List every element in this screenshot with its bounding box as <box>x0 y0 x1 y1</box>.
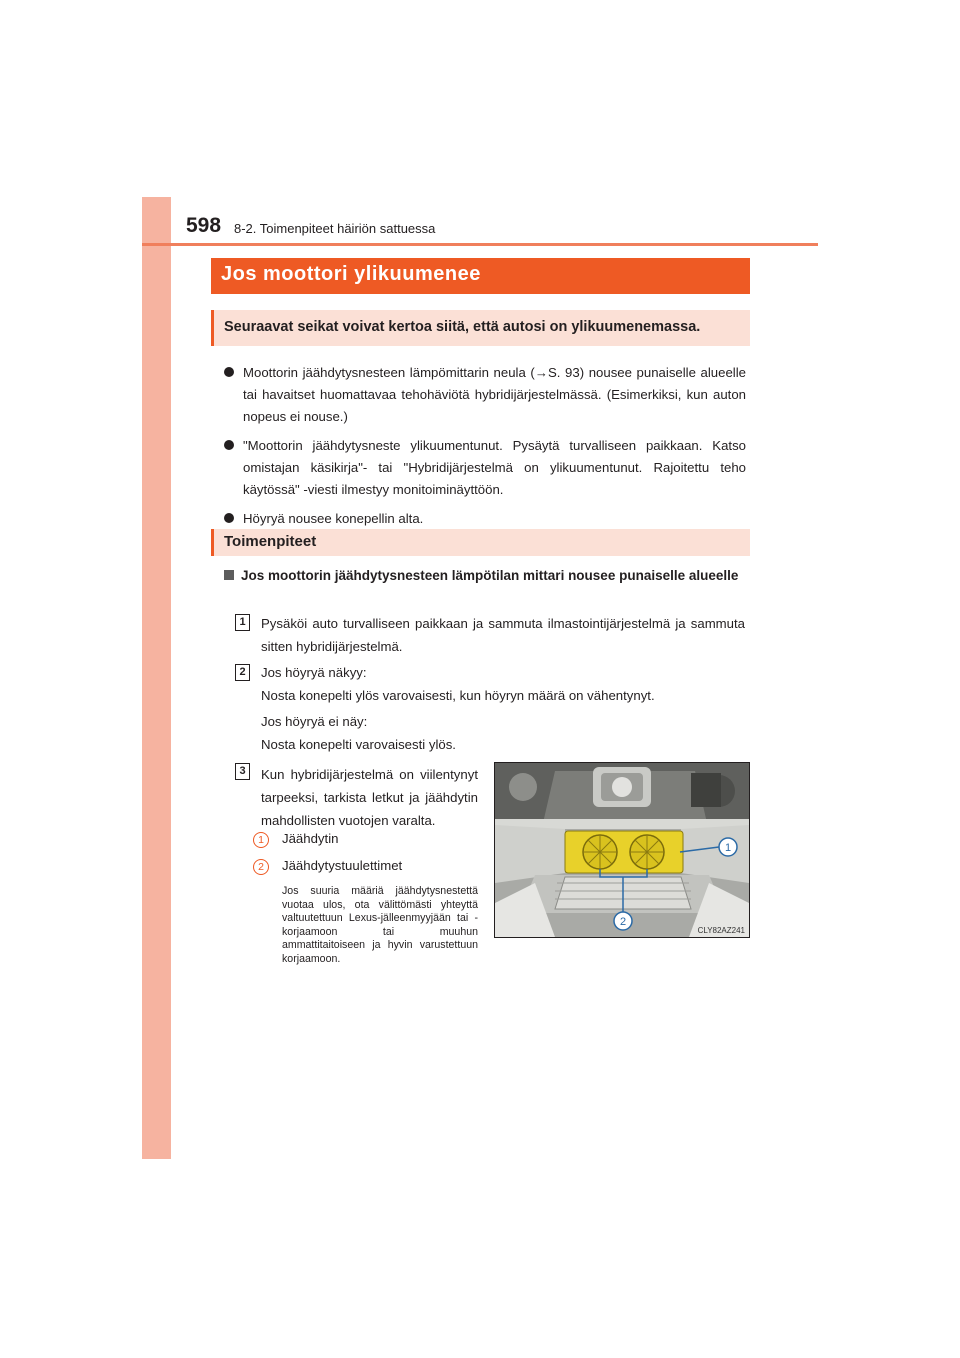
subsection-title: Toimenpiteet <box>224 533 317 550</box>
step-number-2: 2 <box>235 664 250 681</box>
list-item <box>224 435 746 501</box>
bullet-dot-icon <box>224 440 234 450</box>
step-1-text: Pysäköi auto turvalliseen paikkaan ja sammuta ilmastointijärjestelmä ja sammuta sitten hybridijärjestelmä. <box>261 616 745 654</box>
list-item-text: Höyryä nousee konepellin alta. <box>243 511 424 526</box>
condition-heading <box>224 564 746 587</box>
section-title-bar <box>211 258 750 294</box>
page-number: 598 <box>186 214 222 237</box>
step-2-line-4: Nosta konepelti varovaisesti ylös. <box>261 737 456 752</box>
list-item <box>224 362 746 428</box>
condition-text: Jos moottorin jäähdytysnesteen lämpötilan mittari nousee punaiselle alueelle <box>241 568 739 583</box>
callout-label-1: 1 <box>724 842 732 854</box>
legend-number-1: 1 <box>253 832 269 848</box>
engine-bay-drawing <box>495 763 749 937</box>
list-item <box>224 508 746 530</box>
step-2-line-2: Nosta konepelti ylös varovaisesti, kun höyryn määrä on vähentynyt. <box>261 688 655 703</box>
step-3-text: Kun hybridijärjestelmä on viilentynyt tarpeeksi, tarkista letkut ja jäähdytin mahdollisten vuotojen varalta. <box>261 767 478 828</box>
step-number-3: 3 <box>235 763 250 780</box>
legend-number-2: 2 <box>253 859 269 875</box>
bullet-dot-icon <box>224 513 234 523</box>
step-2-line-3: Jos höyryä ei näy: <box>261 714 368 729</box>
warning-note: Jos suuria määriä jäähdytysnestettä vuotaa ulos, ota välittömästi yhteyttä valtuutettuun Lexus-jälleenmyyjään tai -korjaamoon tai muuhun ammattitaitoiseen ja hyvin varustettuun korjaamoon. <box>282 885 478 965</box>
legend-label-radiator: Jäähdytin <box>282 831 339 846</box>
header-rule <box>142 243 818 246</box>
square-bullet-icon <box>224 570 234 580</box>
legend-label-fans: Jäähdytystuulettimet <box>282 858 403 873</box>
list-item-text: Moottorin jäähdytysnesteen lämpömittarin neula (→S. 93) nousee punaiselle alueelle tai havaitset huomattavaa tehohäviötä hybridijärjestelmässä. (Esimerkiksi, kun auton nopeus ei nouse.) <box>243 365 746 424</box>
engine-bay-illustration <box>494 762 750 938</box>
figure-code: CLY82AZ241 <box>697 926 745 935</box>
list-item-text: "Moottorin jäähdytysneste ylikuumentunut. Pysäytä turvalliseen paikkaan. Katso omistajan käsikirja"- tai "Hybridijärjestelmä on ylikuumentunut. Rajoitettu teho käytössä" -viesti ilmestyy monitoiminäyttöön. <box>243 438 746 497</box>
bullet-dot-icon <box>224 367 234 377</box>
side-margin-bar <box>142 197 171 1159</box>
callout-label-2: 2 <box>619 916 627 928</box>
step-2-line-1: Jos höyryä näkyy: <box>261 665 367 680</box>
symptom-list <box>224 362 746 537</box>
chapter-title: 8-2. Toimenpiteet häiriön sattuessa <box>234 221 436 236</box>
subsection-header <box>211 529 750 556</box>
intro-text: Seuraavat seikat voivat kertoa siitä, että autosi on ylikuumenemassa. <box>224 319 701 335</box>
intro-box <box>211 310 750 346</box>
step-number-1: 1 <box>235 614 250 631</box>
page-title: Jos moottori ylikuumenee <box>221 263 481 285</box>
